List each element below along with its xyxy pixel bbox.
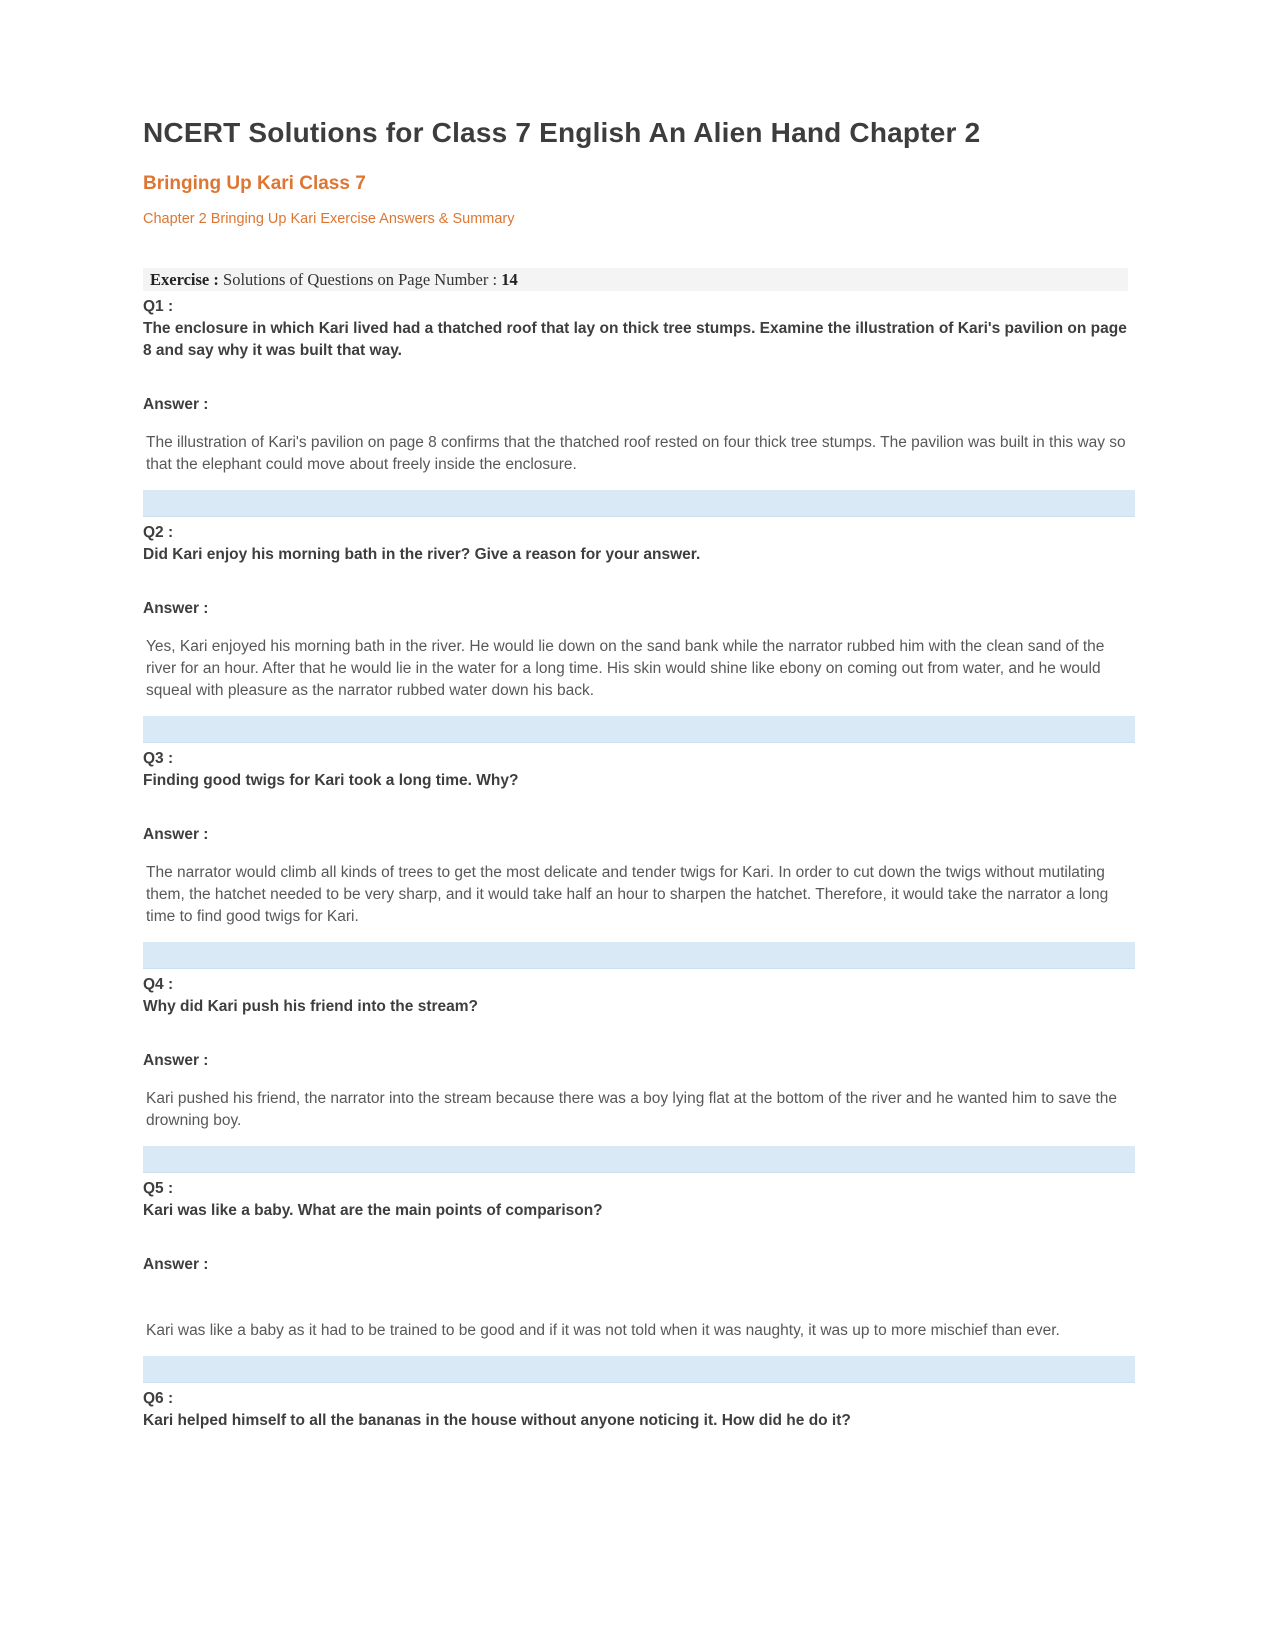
- qa-section: [143, 1388, 1135, 1432]
- answer-text: Kari was like a baby as it had to be trained to be good and if it was not told when it was naughty, it was up to more mischief than ever.: [146, 1322, 1060, 1339]
- question-number: Q3 :: [143, 750, 174, 767]
- lesson-subtitle: Bringing Up Kari Class 7: [143, 173, 366, 194]
- question-text: Did Kari enjoy his morning bath in the river? Give a reason for your answer.: [143, 546, 701, 563]
- section-divider: [143, 490, 1135, 517]
- qa-section: [143, 974, 1135, 1173]
- answer-label: Answer :: [143, 1052, 209, 1069]
- qa-section: [143, 522, 1135, 743]
- question-text: The enclosure in which Kari lived had a thatched roof that lay on thick tree stumps. Examine the illustration of Kari's pavilion on page 8 and say why it was built that way.: [143, 320, 1127, 359]
- qa-section: [143, 1178, 1135, 1383]
- question-text: Finding good twigs for Kari took a long time. Why?: [143, 772, 519, 789]
- question-number: Q1 :: [143, 298, 174, 315]
- section-divider: [143, 1356, 1135, 1383]
- section-divider: [143, 716, 1135, 743]
- answer-text: The narrator would climb all kinds of trees to get the most delicate and tender twigs for Kari. In order to cut down the twigs without mutilating them, the hatchet needed to be very sharp, and it would take half an hour to sharpen the hatchet. Therefore, it would take the narrator a long time to find good twigs for Kari.: [146, 864, 1109, 925]
- exercise-description: Solutions of Questions on Page Number :: [218, 270, 502, 289]
- chapter-summary-line: Chapter 2 Bringing Up Kari Exercise Answers & Summary: [143, 211, 515, 227]
- qa-section: [143, 296, 1135, 517]
- questions-list: [143, 296, 1135, 1432]
- section-divider: [143, 942, 1135, 969]
- exercise-page-number: 14: [501, 270, 518, 289]
- answer-text: Kari pushed his friend, the narrator into the stream because there was a boy lying flat at the bottom of the river and he wanted him to save the drowning boy.: [146, 1090, 1118, 1129]
- answer-label: Answer :: [143, 826, 209, 843]
- exercise-label: Exercise :: [150, 270, 219, 289]
- answer-label: Answer :: [143, 1256, 209, 1273]
- question-text: Kari helped himself to all the bananas in the house without anyone noticing it. How did he do it?: [143, 1412, 851, 1429]
- page-title: NCERT Solutions for Class 7 English An Alien Hand Chapter 2: [143, 117, 981, 148]
- exercise-header-bar: [143, 268, 1128, 291]
- question-number: Q6 :: [143, 1390, 174, 1407]
- question-text: Why did Kari push his friend into the stream?: [143, 998, 478, 1015]
- answer-label: Answer :: [143, 600, 209, 617]
- section-divider: [143, 1146, 1135, 1173]
- question-number: Q2 :: [143, 524, 174, 541]
- question-text: Kari was like a baby. What are the main points of comparison?: [143, 1202, 603, 1219]
- answer-text: The illustration of Kari's pavilion on page 8 confirms that the thatched roof rested on four thick tree stumps. The pavilion was built in this way so that the elephant could move about freely inside the enclosure.: [146, 434, 1126, 473]
- qa-section: [143, 748, 1135, 969]
- question-number: Q5 :: [143, 1180, 174, 1197]
- question-number: Q4 :: [143, 976, 174, 993]
- answer-text: Yes, Kari enjoyed his morning bath in the river. He would lie down on the sand bank while the narrator rubbed him with the clean sand of the river for an hour. After that he would lie in the water for a long time. His skin would shine like ebony on coming out from water, and he would squeal with pleasure as the narrator rubbed water down his back.: [146, 638, 1105, 699]
- answer-label: Answer :: [143, 396, 209, 413]
